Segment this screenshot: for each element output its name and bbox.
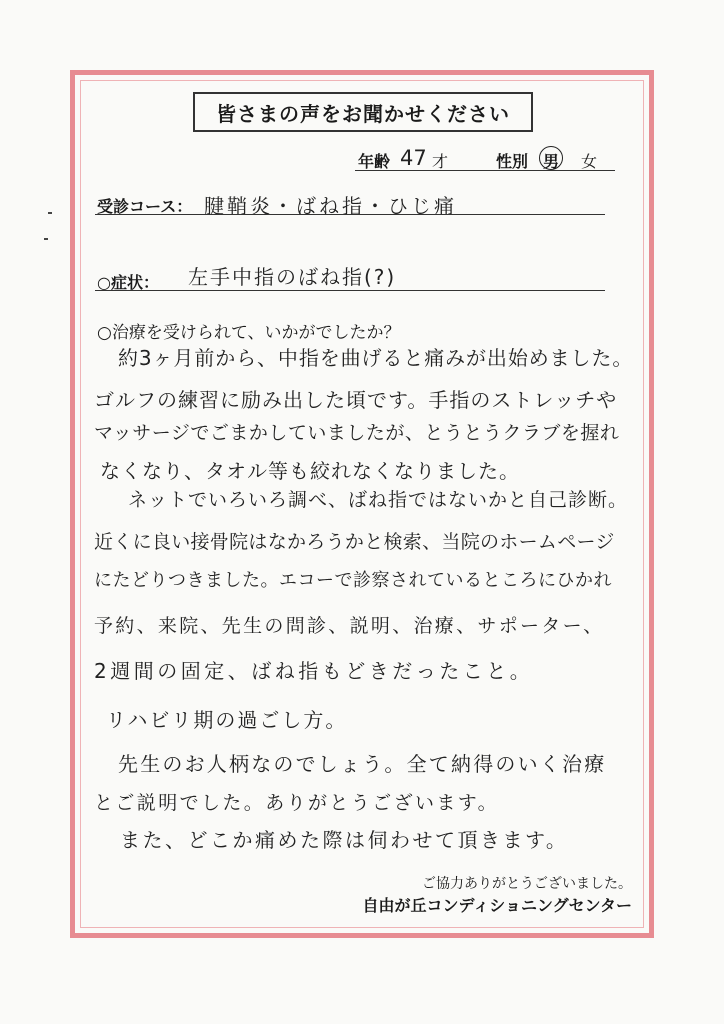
answer-line: 2週間の固定、ばね指もどきだったこと。: [94, 659, 534, 683]
course-label: 受診コース：: [97, 197, 193, 216]
course-rule: [95, 214, 605, 215]
symptom-value: 左手中指のばね指(?): [188, 265, 397, 289]
answer-line: リハビリ期の過ごし方。: [106, 708, 348, 732]
question-label: ○治療を受けられて、いかがでしたか？: [97, 323, 401, 343]
footer-organization: 自由が丘コンディショニングセンター: [362, 896, 632, 915]
answer-line: 約3ヶ月前から、中指を曲げると痛みが出始めました。: [118, 346, 634, 370]
answer-line: 先生のお人柄なのでしょう。全て納得のいく治療: [118, 752, 607, 776]
gender-label: 性別: [496, 152, 529, 171]
symptom-label: ○症状：: [97, 273, 159, 292]
answer-line: とご説明でした。ありがとうございます。: [94, 792, 500, 814]
age-value: 47: [400, 146, 427, 170]
form-title: 皆さまの声をお聞かせください: [193, 92, 533, 132]
answer-line: また、どこか痛めた際は伺わせて頂きます。: [120, 828, 569, 852]
answer-line: 近くに良い接骨院はなかろうかと検索、当院のホームページ: [94, 531, 615, 553]
course-value: 腱鞘炎・ばね指・ひじ痛: [204, 194, 457, 218]
answer-line: 予約、来院、先生の問診、説明、治療、サポーター、: [94, 615, 605, 637]
answer-line: ゴルフの練習に励み出した頃です。手指のストレッチや: [94, 388, 618, 412]
gender-female: 女: [581, 152, 598, 171]
age-suffix: 才: [432, 152, 449, 171]
answer-line: なくなり、タオル等も絞れなくなりました。: [100, 459, 520, 483]
scan-speck: [44, 238, 48, 240]
age-label: 年齢: [358, 152, 391, 171]
age-gender-rule: [355, 170, 615, 171]
scan-speck: [48, 212, 52, 214]
answer-line: マッサージでごまかしていましたが、とうとうクラブを握れ: [94, 422, 620, 444]
answer-line: にたどりつきました。エコーで診察されているところにひかれ: [94, 570, 612, 591]
answer-line: ネットでいろいろ調べ、ばね指ではないかと自己診断。: [128, 489, 629, 511]
symptom-rule: [95, 290, 605, 291]
gender-male: 男: [543, 152, 560, 171]
footer-thanks: ご協力ありがとうございました。: [422, 876, 632, 892]
